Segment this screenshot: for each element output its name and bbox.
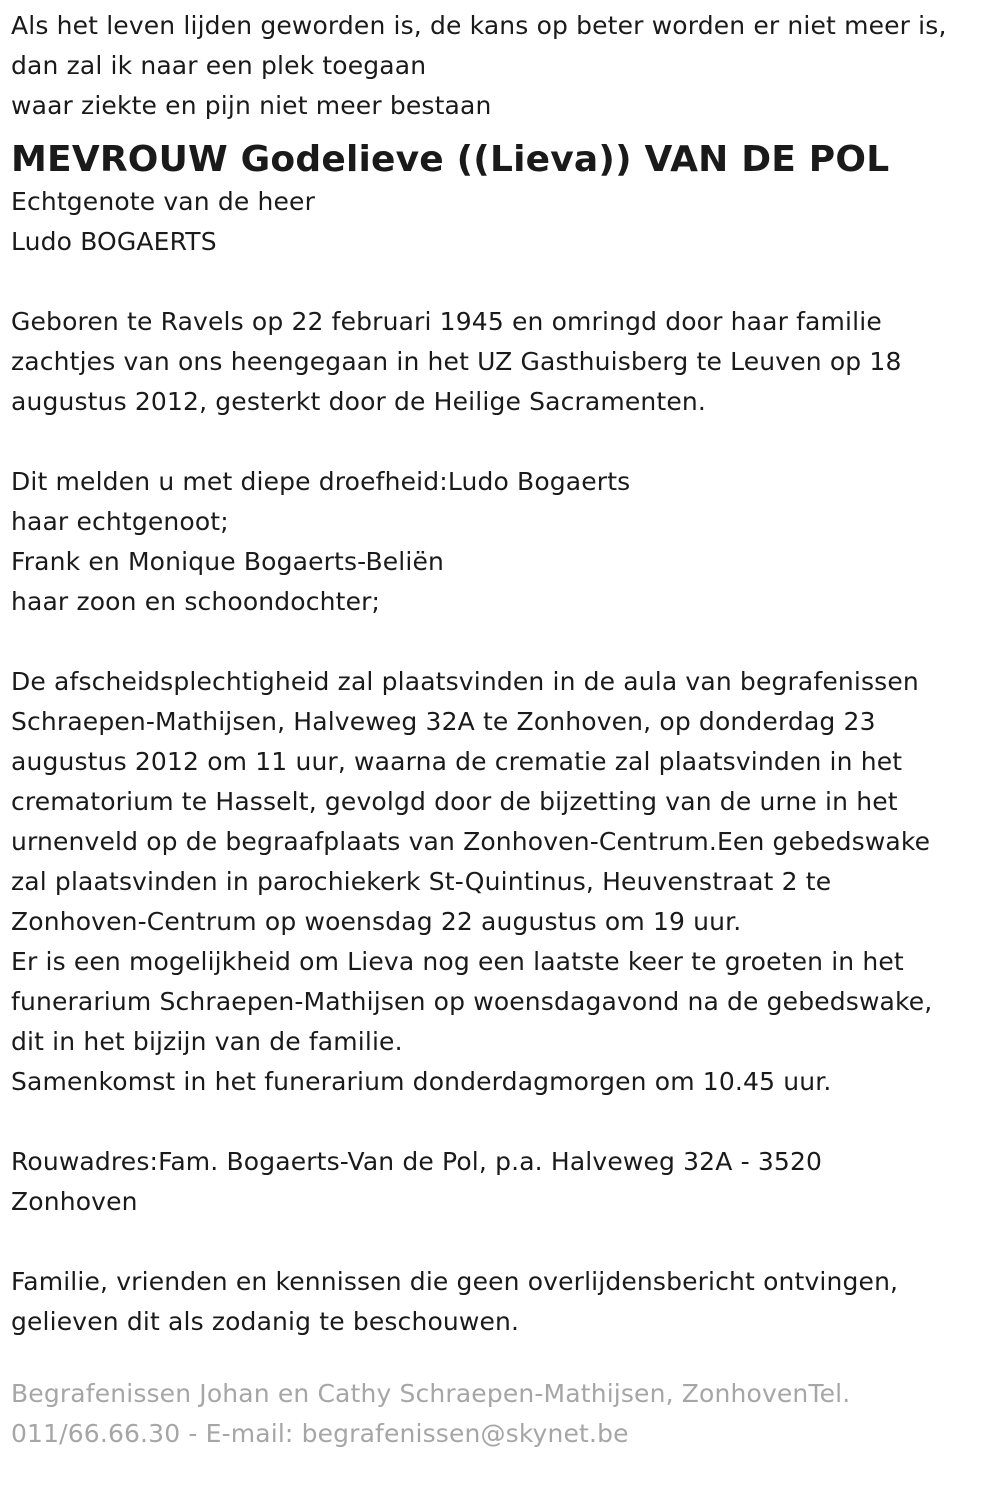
spacer — [11, 1222, 990, 1262]
ceremony-line: Samenkomst in het funerarium donderdagmorgen om 10.45 uur. — [11, 1067, 832, 1096]
ceremony-line: augustus 2012 om 11 uur, waarna de crematie zal plaatsvinden in het — [11, 747, 903, 776]
address-section — [11, 1142, 990, 1222]
family-line: Dit melden u met diepe droefheid:Ludo Bogaerts — [11, 467, 631, 496]
ceremony-line: De afscheidsplechtigheid zal plaatsvinden in de aula van begrafenissen — [11, 667, 919, 696]
birth-death-line: Geboren te Ravels op 22 februari 1945 en omringd door haar familie — [11, 307, 882, 336]
deceased-name-title: MEVROUW Godelieve ((Lieva)) VAN DE POL — [11, 139, 890, 180]
spacer — [11, 1102, 990, 1142]
spacer — [11, 622, 990, 662]
family-section — [11, 462, 990, 622]
footer-line: 011/66.66.30 - E-mail: begrafenissen@skynet.be — [11, 1419, 629, 1448]
ceremony-line: zal plaatsvinden in parochiekerk St-Quintinus, Heuvenstraat 2 te — [11, 867, 832, 896]
address-line: Zonhoven — [11, 1187, 138, 1216]
poem-line: dan zal ik naar een plek toegaan — [11, 51, 427, 80]
ceremony-line: urnenveld op de begraafplaats van Zonhoven-Centrum.Een gebedswake — [11, 827, 931, 856]
ceremony-line: funerarium Schraepen-Mathijsen op woensdagavond na de gebedswake, — [11, 987, 933, 1016]
address-line: Rouwadres:Fam. Bogaerts-Van de Pol, p.a. Halveweg 32A - 3520 — [11, 1147, 823, 1176]
birth-death-section — [11, 302, 990, 422]
footer-line: Begrafenissen Johan en Cathy Schraepen-Mathijsen, ZonhovenTel. — [11, 1379, 851, 1408]
spouse-section — [11, 182, 990, 262]
ceremony-line: Zonhoven-Centrum op woensdag 22 augustus om 19 uur. — [11, 907, 742, 936]
ceremony-line: Schraepen-Mathijsen, Halveweg 32A te Zonhoven, op donderdag 23 — [11, 707, 876, 736]
notice-line: gelieven dit als zodanig te beschouwen. — [11, 1307, 520, 1336]
family-line: haar echtgenoot; — [11, 507, 229, 536]
notice-line: Familie, vrienden en kennissen die geen overlijdensbericht ontvingen, — [11, 1267, 899, 1296]
ceremony-section — [11, 662, 990, 1102]
spouse-line: Ludo BOGAERTS — [11, 227, 217, 256]
ceremony-line: Er is een mogelijkheid om Lieva nog een laatste keer te groeten in het — [11, 947, 904, 976]
funeral-home-footer — [11, 1374, 990, 1454]
poem-section — [11, 6, 990, 126]
birth-death-line: zachtjes van ons heengegaan in het UZ Gasthuisberg te Leuven op 18 — [11, 347, 902, 376]
ceremony-line: crematorium te Hasselt, gevolgd door de bijzetting van de urne in het — [11, 787, 898, 816]
notice-section — [11, 1262, 990, 1342]
spacer — [11, 262, 990, 302]
poem-line: waar ziekte en pijn niet meer bestaan — [11, 91, 492, 120]
birth-death-line: augustus 2012, gesterkt door de Heilige Sacramenten. — [11, 387, 706, 416]
spacer — [11, 422, 990, 462]
ceremony-line: dit in het bijzijn van de familie. — [11, 1027, 403, 1056]
spouse-line: Echtgenote van de heer — [11, 187, 315, 216]
poem-line: Als het leven lijden geworden is, de kans op beter worden er niet meer is, — [11, 11, 947, 40]
family-line: Frank en Monique Bogaerts-Beliën — [11, 547, 444, 576]
family-line: haar zoon en schoondochter; — [11, 587, 381, 616]
